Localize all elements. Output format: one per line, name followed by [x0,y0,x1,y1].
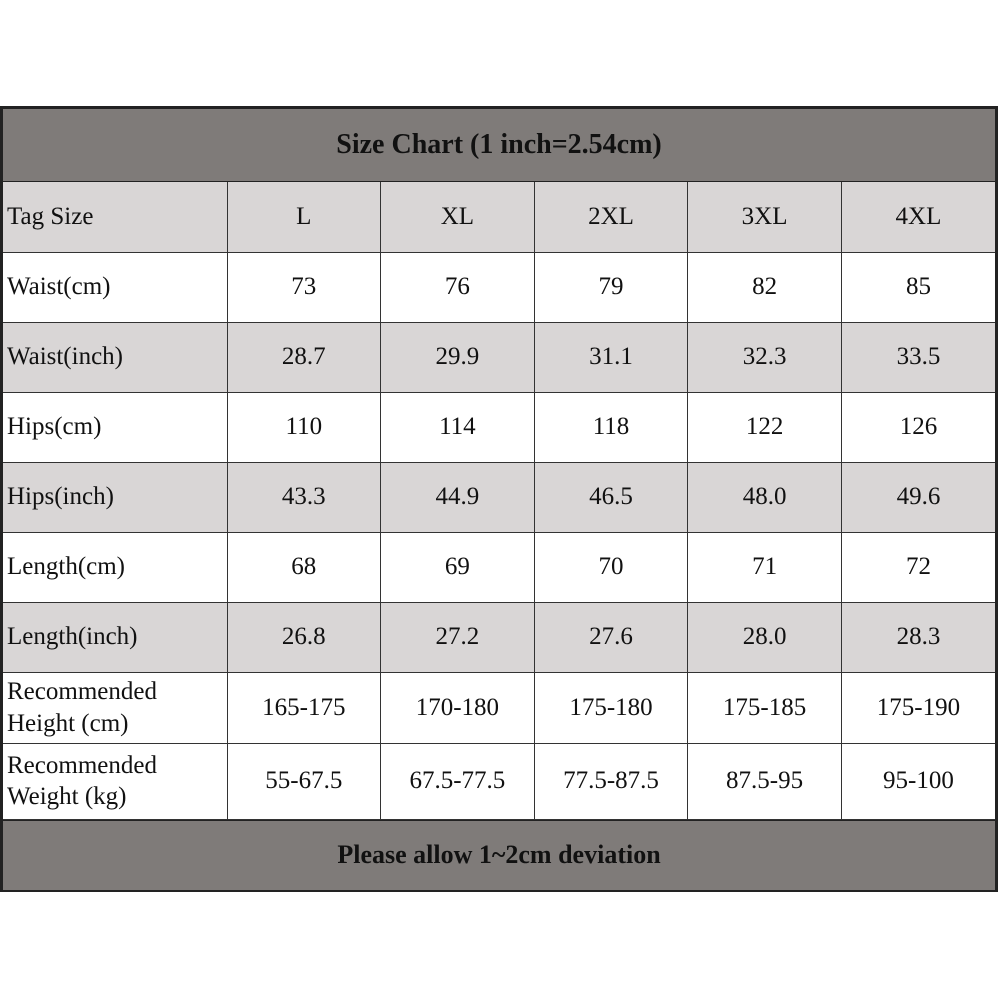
table-cell: 87.5-95 [688,743,842,819]
table-cell: 114 [381,392,535,462]
table-row-tag-size [3,182,995,252]
row-label: Length(inch) [3,602,227,672]
table-row-length-cm [3,532,995,602]
table-cell: 33.5 [841,322,995,392]
table-cell: 46.5 [534,462,688,532]
table-cell: 68 [227,532,381,602]
table-cell: XL [381,182,535,252]
table-cell: 82 [688,252,842,322]
table-cell: 165-175 [227,672,381,743]
row-label-line2: Weight (kg) [7,783,127,810]
table-cell: 43.3 [227,462,381,532]
row-label: Hips(inch) [3,462,227,532]
table-cell: 31.1 [534,322,688,392]
row-label: Waist(cm) [3,252,227,322]
table-cell: 69 [381,532,535,602]
row-label-line1: Recommended [7,678,157,706]
table-cell: 29.9 [381,322,535,392]
table-cell: 27.6 [534,602,688,672]
row-label: Waist(inch) [3,322,227,392]
table-cell: 70 [534,532,688,602]
row-label [3,743,227,819]
table-cell: L [227,182,381,252]
table-cell: 175-190 [841,672,995,743]
deviation-note: Please allow 1~2cm deviation [3,820,995,890]
table-row-recommended-height [3,672,995,743]
table-cell: 27.2 [381,602,535,672]
table-cell: 44.9 [381,462,535,532]
table-cell: 55-67.5 [227,743,381,819]
row-label [3,672,227,743]
table-row-hips-cm [3,392,995,462]
size-table [3,182,995,820]
table-cell: 79 [534,252,688,322]
table-cell: 95-100 [841,743,995,819]
row-label-line2: Height (cm) [7,709,129,737]
table-row-hips-inch [3,462,995,532]
row-label-line1: Recommended [7,751,157,779]
row-label: Length(cm) [3,532,227,602]
table-cell: 71 [688,532,842,602]
chart-title: Size Chart (1 inch=2.54cm) [3,109,995,182]
table-cell: 32.3 [688,322,842,392]
table-cell: 48.0 [688,462,842,532]
table-cell: 28.0 [688,602,842,672]
table-row-length-inch [3,602,995,672]
table-cell: 2XL [534,182,688,252]
table-cell: 28.3 [841,602,995,672]
size-chart [0,106,998,892]
table-cell: 110 [227,392,381,462]
table-cell: 4XL [841,182,995,252]
row-label: Tag Size [3,182,227,252]
table-cell: 118 [534,392,688,462]
table-row-waist-cm [3,252,995,322]
table-cell: 73 [227,252,381,322]
table-cell: 122 [688,392,842,462]
table-cell: 175-185 [688,672,842,743]
table-cell: 126 [841,392,995,462]
table-cell: 26.8 [227,602,381,672]
table-cell: 76 [381,252,535,322]
table-row-waist-inch [3,322,995,392]
row-label: Hips(cm) [3,392,227,462]
table-cell: 170-180 [381,672,535,743]
table-cell: 77.5-87.5 [534,743,688,819]
table-cell: 175-180 [534,672,688,743]
table-cell: 3XL [688,182,842,252]
table-row-recommended-weight [3,743,995,819]
table-cell: 28.7 [227,322,381,392]
table-cell: 85 [841,252,995,322]
table-cell: 49.6 [841,462,995,532]
table-cell: 67.5-77.5 [381,743,535,819]
table-cell: 72 [841,532,995,602]
